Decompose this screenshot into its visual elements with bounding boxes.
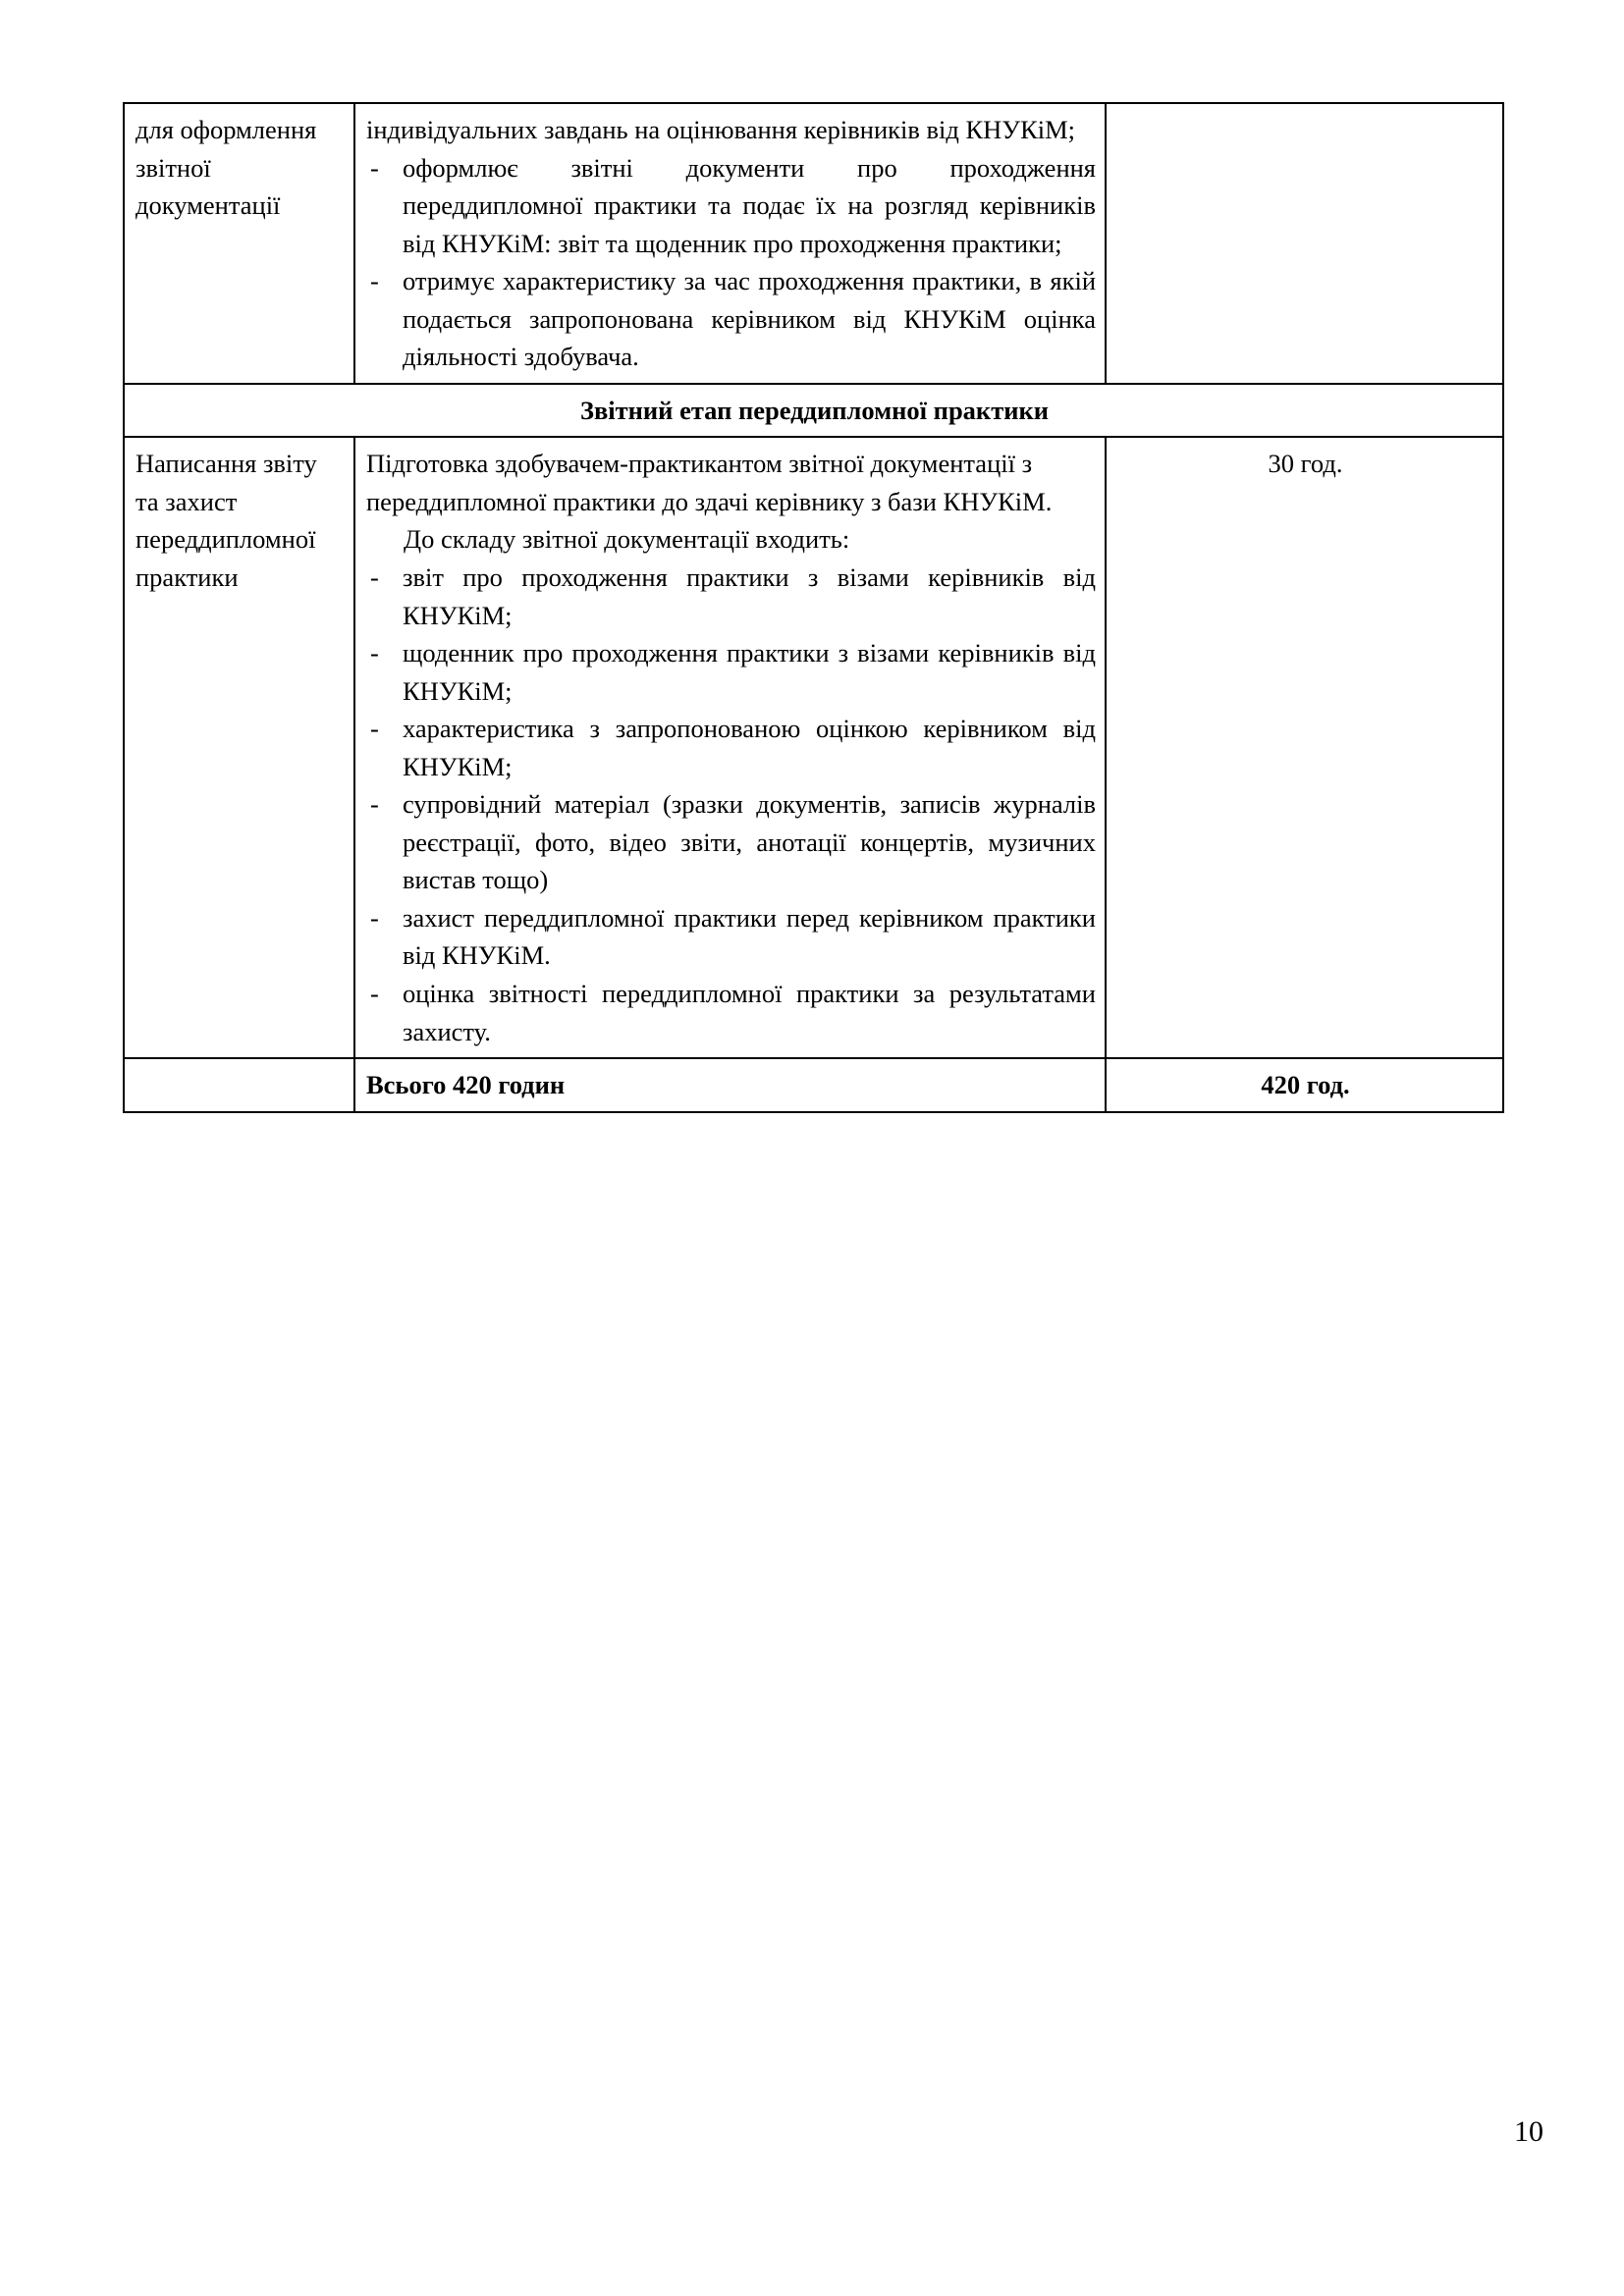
report-paragraph-2: До складу звітної документації входить: [404, 524, 850, 555]
list-item: - оформлює звітні документи про проходження переддипломної практики та подає їх на розгляд керівників від КНУКіМ: звіт та щоденник про проходження практики; [366, 149, 1096, 263]
total-hours-text: 420 год. [1261, 1070, 1350, 1100]
cell-total-label [354, 1058, 1106, 1112]
continued-bullet-list [366, 149, 1096, 376]
list-item: - звіт про проходження практики з візами керівників від КНУКіМ; [366, 559, 1096, 634]
cell-hours-report [1106, 437, 1503, 1058]
internship-stages-table [123, 102, 1504, 1113]
cell-stage-content-report [354, 437, 1106, 1058]
cell-hours-continued [1106, 103, 1503, 384]
list-item: - характеристика з запропонованою оцінкою керівником від КНУКіМ; [366, 710, 1096, 785]
page-number: 10 [1514, 2115, 1543, 2148]
stage-name-report-text: Написання звіту та захист переддипломної практики [135, 449, 317, 593]
section-header-cell [124, 384, 1503, 438]
cell-stage-content-continued [354, 103, 1106, 384]
list-item: - отримує характеристику за час проходження практики, в якій подається запропонована керівником від КНУКіМ оцінка діяльності здобувача. [366, 262, 1096, 376]
cell-stage-name-report [124, 437, 354, 1058]
table-row-section-header [124, 384, 1503, 438]
total-label-text: Всього 420 годин [366, 1070, 566, 1100]
table-row-continued [124, 103, 1503, 384]
cell-total-empty [124, 1058, 354, 1112]
list-item: - захист переддипломної практики перед керівником практики від КНУКіМ. [366, 899, 1096, 975]
continued-lead-paragraph: індивідуальних завдань на оцінювання керівників від КНУКіМ; [366, 115, 1076, 144]
list-item: - супровідний матеріал (зразки документів, записів журналів реєстрації, фото, відео звіти, анотації концертів, музичних вистав тощо) [366, 785, 1096, 899]
report-bullet-list [366, 559, 1096, 1050]
list-item: - щоденник про проходження практики з візами керівників від КНУКіМ; [366, 634, 1096, 710]
stage-name-continued-text: для оформлення звітної документації [135, 115, 317, 221]
hours-value-report: 30 год. [1268, 449, 1343, 479]
cell-total-hours [1106, 1058, 1503, 1112]
table-row-report-stage [124, 437, 1503, 1058]
table-row-total [124, 1058, 1503, 1112]
section-header-text: Звітний етап переддипломної практики [579, 395, 1050, 425]
list-item: - оцінка звітності переддипломної практики за результатами захисту. [366, 975, 1096, 1050]
cell-stage-name-continued [124, 103, 354, 384]
report-paragraph-1: Підготовка здобувачем-практикантом звітної документації з переддипломної практики до здачі керівнику з бази КНУКіМ. [366, 449, 1053, 516]
